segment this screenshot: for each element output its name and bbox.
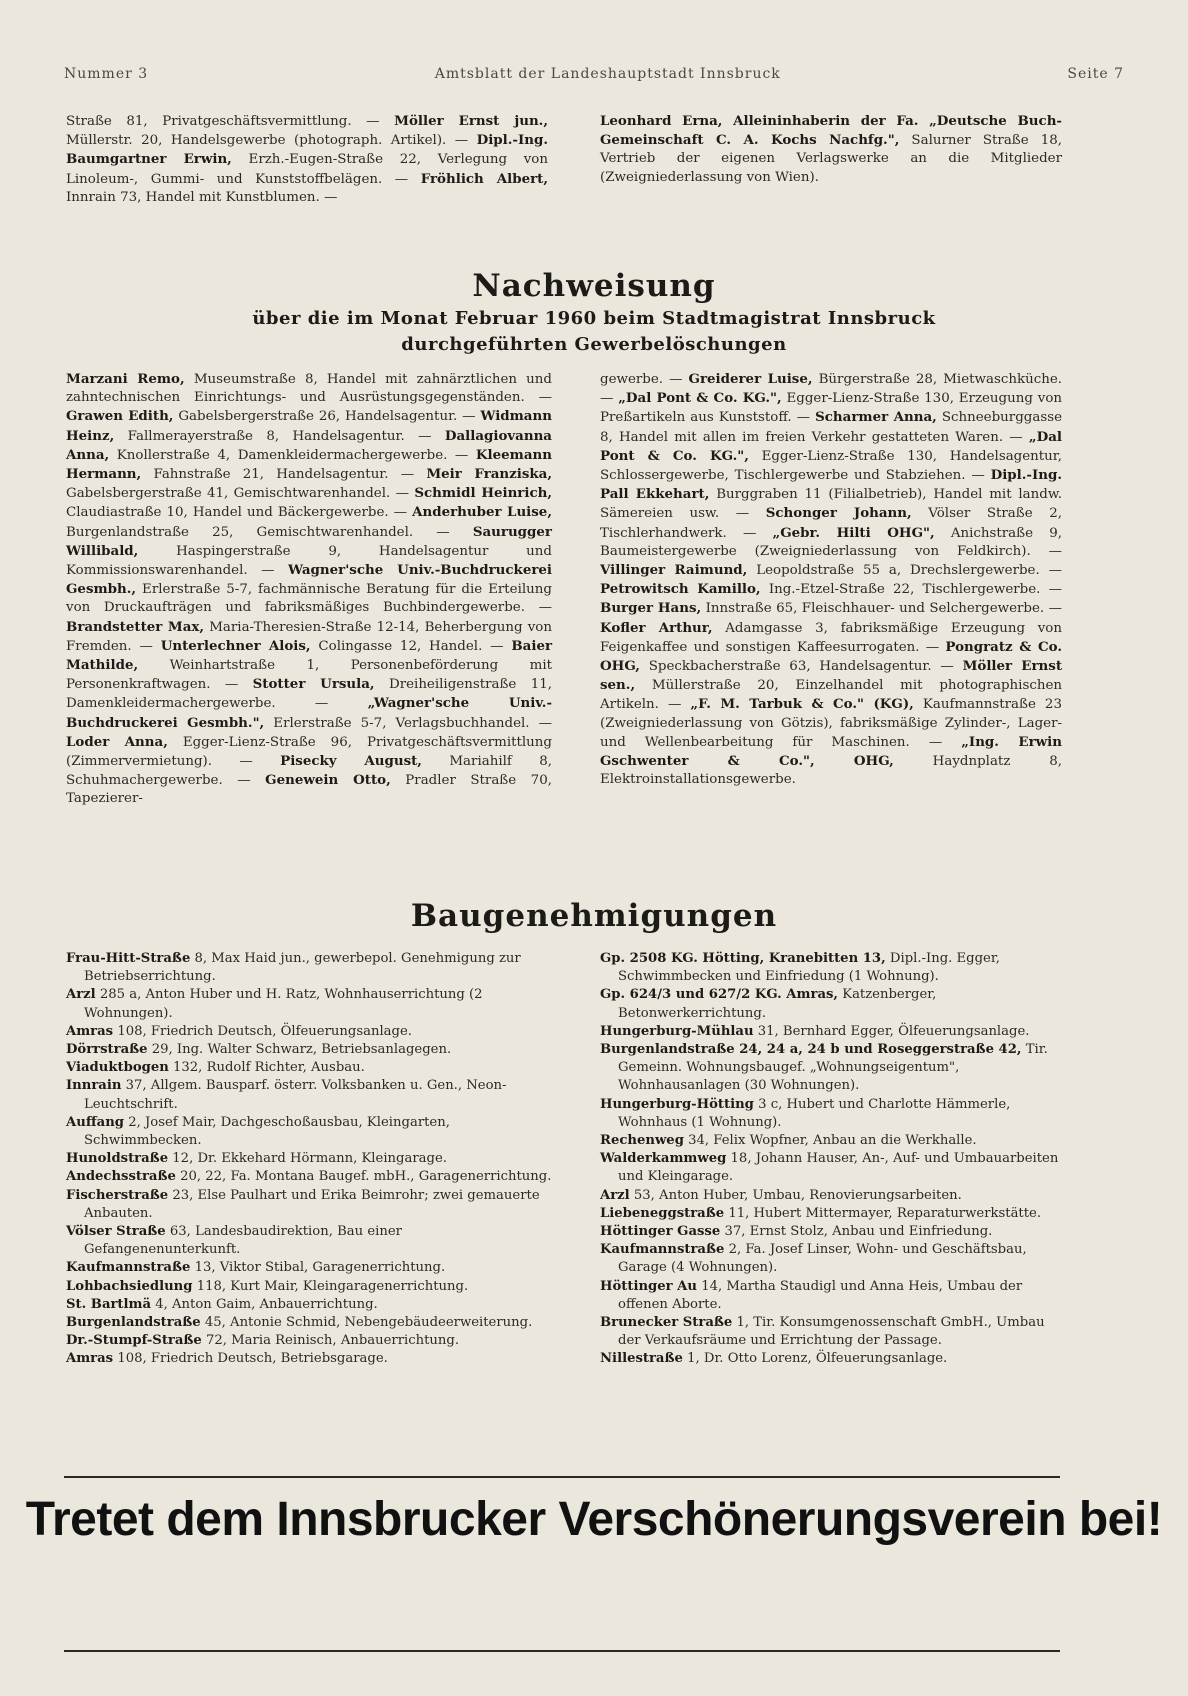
- permit-location: Völser Straße: [66, 1224, 166, 1240]
- permit-entry: [600, 1096, 1062, 1132]
- entry-text: Fallmerayerstraße 8, Handelsagentur. —: [127, 428, 432, 444]
- permit-location: Walderkammweg: [600, 1151, 727, 1167]
- permit-location: Kaufmannstraße: [66, 1260, 191, 1276]
- permit-entry: [66, 1296, 552, 1314]
- permit-details: 14, Martha Staudigl und Anna Heis, Umbau der offenen Aborte.: [618, 1278, 1023, 1312]
- permit-location: Höttinger Gasse: [600, 1224, 721, 1240]
- permit-location: Amras: [66, 1023, 114, 1039]
- permit-entry: [66, 1350, 552, 1368]
- permit-location: Arzl: [66, 987, 96, 1003]
- permit-details: 34, Felix Wopfner, Anbau an die Werkhalle.: [688, 1133, 977, 1149]
- permit-details: 45, Antonie Schmid, Nebengebäudeerweiterung.: [204, 1315, 533, 1331]
- permit-details: 108, Friedrich Deutsch, Ölfeuerungsanlage.: [117, 1023, 412, 1039]
- entry-text: Gabelsbergerstraße 41, Gemischtwarenhandel. —: [66, 486, 409, 502]
- permit-location: St. Bartlmä: [66, 1296, 152, 1312]
- permit-details: 29, Ing. Walter Schwarz, Betriebsanlagegen.: [151, 1042, 452, 1058]
- permit-location: Dörrstraße: [66, 1042, 148, 1058]
- entry-name: Genewein Otto,: [265, 772, 391, 789]
- entry-name: Scharmer Anna,: [815, 409, 937, 426]
- permit-location: Brunecker Straße: [600, 1315, 733, 1331]
- permit-entry: [600, 1223, 1062, 1241]
- permit-entry: [600, 1314, 1062, 1350]
- entry-text: Colingasse 12, Handel. —: [318, 638, 504, 654]
- permit-details: 285 a, Anton Huber und H. Ratz, Wohnhauserrichtung (2 Wohnungen).: [84, 987, 483, 1021]
- permit-details: 11, Hubert Mittermayer, Reparaturwerkstätte.: [728, 1205, 1042, 1221]
- issue-number: Nummer 3: [64, 66, 149, 82]
- entry-name: „Dal Pont & Co. KG.",: [600, 428, 1062, 464]
- permit-location: Innrain: [66, 1078, 122, 1094]
- entry-text: Adamgasse 3, fabriksmäßige Erzeugung von Feigenkaffee und sonstigen Kaffeesurrogaten. —: [600, 620, 1062, 655]
- entry-text: Innstraße 65, Fleischhauer- und Selchergewerbe. —: [705, 601, 1062, 617]
- permit-details: 108, Friedrich Deutsch, Betriebsgarage.: [117, 1351, 388, 1367]
- entry-name: „Gebr. Hilti OHG",: [772, 524, 935, 541]
- entry-name: Dipl.-Ing. Pall Ekkehart,: [600, 467, 1062, 503]
- divider-bottom: [64, 1650, 1060, 1652]
- entry-text: Knollerstraße 4, Damenkleidermachergewerbe. —: [116, 447, 469, 463]
- entry-name: „Ing. Erwin Gschwenter & Co.", OHG,: [600, 733, 1062, 770]
- entry-name: Brandstetter Max,: [66, 618, 205, 635]
- entry-name: Dallagiovanna Anna,: [66, 427, 552, 463]
- section-title-nachweisung: Nachweisung: [472, 268, 716, 304]
- permit-details: 4, Anton Gaim, Anbauerrichtung.: [155, 1296, 378, 1312]
- entry-name: Pisecky August,: [280, 753, 422, 770]
- permit-entry: [600, 950, 1062, 986]
- permit-entry: [600, 1187, 1062, 1205]
- entry-text: Müllerstraße 20, Einzelhandel mit photographischen Artikeln. —: [600, 678, 1062, 713]
- loeschungen-right-column: [600, 370, 1062, 789]
- permit-location: Dr.-Stumpf-Straße: [66, 1333, 202, 1349]
- entry-name: Marzani Remo,: [66, 371, 185, 387]
- entry-text: Fahnstraße 21, Handelsagentur. —: [153, 467, 415, 483]
- entry-text: Dreiheiligenstraße 11, Damenkleidermachergewerbe. —: [66, 677, 553, 712]
- permit-location: Liebeneggstraße: [600, 1205, 725, 1221]
- section-title-baugenehmigungen: Baugenehmigungen: [410, 898, 778, 934]
- permit-entry: [66, 1114, 552, 1150]
- entry-name: „Dal Pont & Co. KG.",: [618, 390, 782, 407]
- permit-location: Hungerburg-Hötting: [600, 1096, 754, 1112]
- permit-location: Kaufmannstraße: [600, 1242, 725, 1258]
- entry-text: Erlerstraße 5-7, Verlagsbuchhandel. —: [273, 715, 553, 731]
- permit-entry: [66, 1041, 552, 1059]
- continued-text-right: [600, 112, 1062, 187]
- section-subtitle-1: über die im Monat Februar 1960 beim Stadtmagistrat Innsbruck: [252, 308, 936, 329]
- entry-name: Kleemann Hermann,: [66, 446, 552, 483]
- permit-details: 1, Tir. Konsumgenossenschaft GmbH., Umbau der Verkaufsräume und Errichtung der Passage.: [618, 1315, 1045, 1349]
- entry-text: Egger-Lienz-Straße 130, Erzeugung von Preßartikeln aus Kunststoff. —: [600, 391, 1063, 426]
- permit-details: 23, Else Paulhart und Erika Beimrohr; zwei gemauerte Anbauten.: [84, 1187, 540, 1221]
- permit-entry: [600, 1205, 1062, 1223]
- entry-text: Burggraben 11 (Filialbetrieb), Handel mit landw. Sämereien usw. —: [600, 487, 1062, 522]
- permit-location: Arzl: [600, 1187, 630, 1203]
- permit-entry: [600, 986, 1062, 1022]
- publication-title: Amtsblatt der Landeshauptstadt Innsbruck: [434, 66, 781, 82]
- permit-details: 53, Anton Huber, Umbau, Renovierungsarbeiten.: [633, 1187, 962, 1203]
- permit-entry: [66, 986, 552, 1022]
- permit-details: 2, Fa. Josef Linser, Wohn- und Geschäftsbau, Garage (4 Wohnungen).: [618, 1242, 1027, 1276]
- entry-name: Kofler Arthur,: [600, 619, 713, 636]
- permit-details: 118, Kurt Mair, Kleingaragenerrichtung.: [196, 1278, 469, 1294]
- entry-text: gewerbe. —: [600, 372, 683, 387]
- entry-text: Burgenlandstraße 25, Gemischtwarenhandel. —: [66, 524, 450, 540]
- entry-name: Petrowitsch Kamillo,: [600, 581, 761, 598]
- entry-text: Innrain 73, Handel mit Kunstblumen. —: [66, 189, 338, 205]
- permit-entry: [66, 1023, 552, 1041]
- permit-entry: [600, 1132, 1062, 1150]
- entry-name: Saurugger Willibald,: [66, 523, 552, 559]
- permit-location: Gp. 2508 KG. Hötting, Kranebitten 13,: [600, 951, 886, 966]
- permit-entry: [66, 1059, 552, 1077]
- permit-entry: [66, 1168, 552, 1186]
- baugenehmigungen-right-column: [600, 950, 1062, 1369]
- permit-entry: [600, 1023, 1062, 1041]
- entry-name: Unterlechner Alois,: [160, 637, 311, 654]
- entry-text: Haydnplatz 8, Elektroinstallationsgewerbe.: [600, 754, 1062, 788]
- permit-location: Höttinger Au: [600, 1278, 698, 1294]
- entry-text: Leopoldstraße 55 a, Drechslergewerbe. —: [756, 563, 1062, 579]
- entry-name: Baier Mathilde,: [66, 637, 553, 674]
- permit-location: Auffang: [66, 1114, 124, 1130]
- permit-entry: [600, 1350, 1062, 1368]
- permit-location: Burgenlandstraße 24, 24 a, 24 b und Roseggerstraße 42,: [600, 1042, 1022, 1058]
- permit-details: 18, Johann Hauser, An-, Auf- und Umbauarbeiten und Kleingarage.: [618, 1151, 1059, 1185]
- permit-entry: [66, 1077, 552, 1113]
- entry-text: Museumstraße 8, Handel mit zahnärztlichen und zahntechnischen Einrichtungs- und Ausrüstungsgegenständen. —: [66, 372, 553, 406]
- permit-details: 1, Dr. Otto Lorenz, Ölfeuerungsanlage.: [687, 1351, 948, 1367]
- loeschungen-left-column: [66, 370, 552, 809]
- entry-text: Maria-Theresien-Straße 12-14, Beherbergung von Fremden. —: [66, 619, 552, 654]
- permit-entry: [600, 1041, 1062, 1096]
- entry-text: Kaufmannstraße 23 (Zweigniederlassung von Götzis), fabriksmäßige Zylinder-, Lager- und Wellenbearbeitung für Maschinen. —: [600, 697, 1062, 750]
- permit-entry: [66, 1332, 552, 1350]
- entry-text: Salurner Straße 18, Vertrieb der eigenen Verlagswerke an die Mitglieder (Zweigniederlassung von Wien).: [600, 133, 1062, 185]
- permit-entry: [66, 1259, 552, 1277]
- divider-top: [64, 1476, 1060, 1478]
- entry-name: Loder Anna,: [66, 733, 168, 750]
- permit-location: Burgenlandstraße: [66, 1315, 201, 1331]
- entry-text: Claudiastraße 10, Handel und Bäckergewerbe. —: [66, 505, 408, 521]
- permit-entry: [66, 1278, 552, 1296]
- entry-name: Fröhlich Albert,: [420, 170, 548, 187]
- entry-name: „Wagner'sche Univ.-Buchdruckerei Gesmbh.",: [66, 695, 552, 731]
- entry-name: Schmidl Heinrich,: [414, 485, 553, 502]
- banner-slogan: Tretet dem Innsbrucker Verschönerungsverein bei!: [25, 1493, 1163, 1546]
- permit-details: 31, Bernhard Egger, Ölfeuerungsanlage.: [757, 1023, 1030, 1039]
- permit-location: Fischerstraße: [66, 1187, 169, 1203]
- permit-details: 12, Dr. Ekkehard Hörmann, Kleingarage.: [172, 1151, 447, 1167]
- entry-text: Speckbacherstraße 63, Handelsagentur. —: [648, 659, 954, 675]
- permit-location: Andechsstraße: [66, 1169, 176, 1185]
- entry-text: Bürgerstraße 28, Mietwaschküche. —: [600, 372, 1062, 407]
- permit-entry: [66, 1223, 552, 1259]
- section-subtitle-2: durchgeführten Gewerbelöschungen: [401, 334, 787, 355]
- permit-details: 20, 22, Fa. Montana Baugef. mbH., Garagenerrichtung.: [180, 1169, 552, 1185]
- entry-name: Villinger Raimund,: [600, 562, 748, 579]
- continued-text-left: [66, 112, 548, 207]
- entry-name: Möller Ernst jun.,: [394, 113, 548, 129]
- entry-text: Erzh.-Eugen-Straße 22, Verlegung von Linoleum-, Gummi- und Kunststoffbelägen. —: [66, 152, 548, 187]
- baugenehmigungen-left-column: [66, 950, 552, 1369]
- permit-details: 63, Landesbaudirektion, Bau einer Gefangenenunterkunft.: [84, 1224, 402, 1258]
- entry-text: Schneeburggasse 8, Handel mit allen im freien Verkehr gestatteten Waren. —: [600, 410, 1062, 445]
- permit-location: Amras: [66, 1351, 114, 1367]
- entry-text: Straße 81, Privatgeschäftsvermittlung. —: [66, 114, 380, 129]
- page-header: [64, 66, 1124, 82]
- permit-details: 37, Allgem. Bausparf. österr. Volksbanken u. Gen., Neon-Leuchtschrift.: [84, 1078, 507, 1112]
- entry-text: Mariahilf 8, Schuhmachergewerbe. —: [66, 754, 552, 789]
- entry-text: Gabelsbergerstraße 26, Handelsagentur. —: [178, 409, 476, 425]
- entry-text: Ing.-Etzel-Straße 22, Tischlergewerbe. —: [768, 582, 1062, 598]
- entry-text: Erlerstraße 5-7, fachmännische Beratung für die Erteilung von Druckaufträgen und fabriksmäßiges Buchbindergewerbe. —: [66, 582, 552, 616]
- entry-text: Völser Straße 2, Tischlerhandwerk. —: [600, 506, 1063, 541]
- permit-location: Nillestraße: [600, 1351, 683, 1367]
- permit-location: Viaduktbogen: [66, 1060, 169, 1076]
- permit-entry: [600, 1241, 1062, 1277]
- entry-name: Leonhard Erna, Alleininhaberin der Fa. „Deutsche Buch-Gemeinschaft C. A. Kochs Nachfg.",: [600, 113, 1062, 149]
- entry-name: Burger Hans,: [600, 600, 702, 617]
- entry-name: Wagner'sche Univ.-Buchdruckerei Gesmbh.,: [66, 562, 552, 598]
- entry-name: Greiderer Luise,: [688, 371, 813, 387]
- entry-name: Stotter Ursula,: [252, 676, 375, 693]
- entry-name: Widmann Heinz,: [66, 408, 552, 444]
- permit-details: 2, Josef Mair, Dachgeschoßausbau, Kleingarten, Schwimmbecken.: [84, 1114, 450, 1149]
- permit-details: 132, Rudolf Richter, Ausbau.: [173, 1060, 365, 1076]
- entry-name: Grawen Edith,: [66, 408, 174, 425]
- permit-details: 3 c, Hubert und Charlotte Hämmerle, Wohnhaus (1 Wohnung).: [618, 1096, 1011, 1130]
- permit-entry: [66, 1150, 552, 1168]
- permit-entry: [600, 1278, 1062, 1314]
- permit-location: Gp. 624/3 und 627/2 KG. Amras,: [600, 987, 839, 1003]
- permit-entry: [66, 1314, 552, 1332]
- entry-text: Weinhartstraße 1, Personenbeförderung mit Personenkraftwagen. —: [66, 658, 552, 693]
- entry-name: Schonger Johann,: [765, 505, 912, 522]
- entry-name: Anderhuber Luise,: [412, 504, 552, 521]
- permit-entry: [66, 950, 552, 986]
- entry-name: Dipl.-Ing. Baumgartner Erwin,: [66, 132, 548, 168]
- entry-text: Pradler Straße 70, Tapezierer-: [66, 773, 552, 807]
- permit-entry: [66, 1187, 552, 1223]
- permit-details: 8, Max Haid jun., gewerbepol. Genehmigung zur Betriebserrichtung.: [84, 951, 521, 985]
- permit-location: Frau-Hitt-Straße: [66, 951, 191, 966]
- entry-name: Meir Franziska,: [426, 466, 553, 483]
- entry-name: Möller Ernst sen.,: [600, 658, 1063, 694]
- permit-details: Katzenberger, Betonwerkerrichtung.: [618, 987, 937, 1021]
- permit-details: Tir. Gemeinn. Wohnungsbaugef. „Wohnungseigentum", Wohnhausanlagen (30 Wohnungen).: [618, 1042, 1048, 1094]
- entry-text: Egger-Lienz-Straße 130, Handelsagentur, Schlossergewerbe, Tischlergewerbe und Stabziehen. —: [600, 448, 1062, 484]
- entry-name: Pongratz & Co. OHG,: [600, 638, 1062, 675]
- permit-location: Hunoldstraße: [66, 1151, 169, 1167]
- permit-details: 37, Ernst Stolz, Anbau und Einfriedung.: [724, 1224, 993, 1240]
- entry-name: „F. M. Tarbuk & Co." (KG),: [690, 696, 914, 713]
- entry-text: Müllerstr. 20, Handelsgewerbe (photograph. Artikel). —: [66, 133, 469, 149]
- entry-text: Anichstraße 9, Baumeistergewerbe (Zweigniederlassung von Feldkirch). —: [600, 525, 1062, 559]
- permit-details: 13, Viktor Stibal, Garagenerrichtung.: [194, 1260, 446, 1276]
- page-number: Seite 7: [1067, 66, 1124, 82]
- permit-details: 72, Maria Reinisch, Anbauerrichtung.: [206, 1333, 460, 1349]
- permit-location: Hungerburg-Mühlau: [600, 1023, 754, 1039]
- entry-text: Egger-Lienz-Straße 96, Privatgeschäftsvermittlung (Zimmervermietung). —: [66, 734, 552, 770]
- permit-entry: [600, 1150, 1062, 1186]
- entry-text: Haspingerstraße 9, Handelsagentur und Kommissionswarenhandel. —: [66, 543, 552, 579]
- permit-details: Dipl.-Ing. Egger, Schwimmbecken und Einfriedung (1 Wohnung).: [618, 951, 1000, 985]
- permit-location: Lohbachsiedlung: [66, 1278, 193, 1294]
- permit-location: Rechenweg: [600, 1133, 684, 1149]
